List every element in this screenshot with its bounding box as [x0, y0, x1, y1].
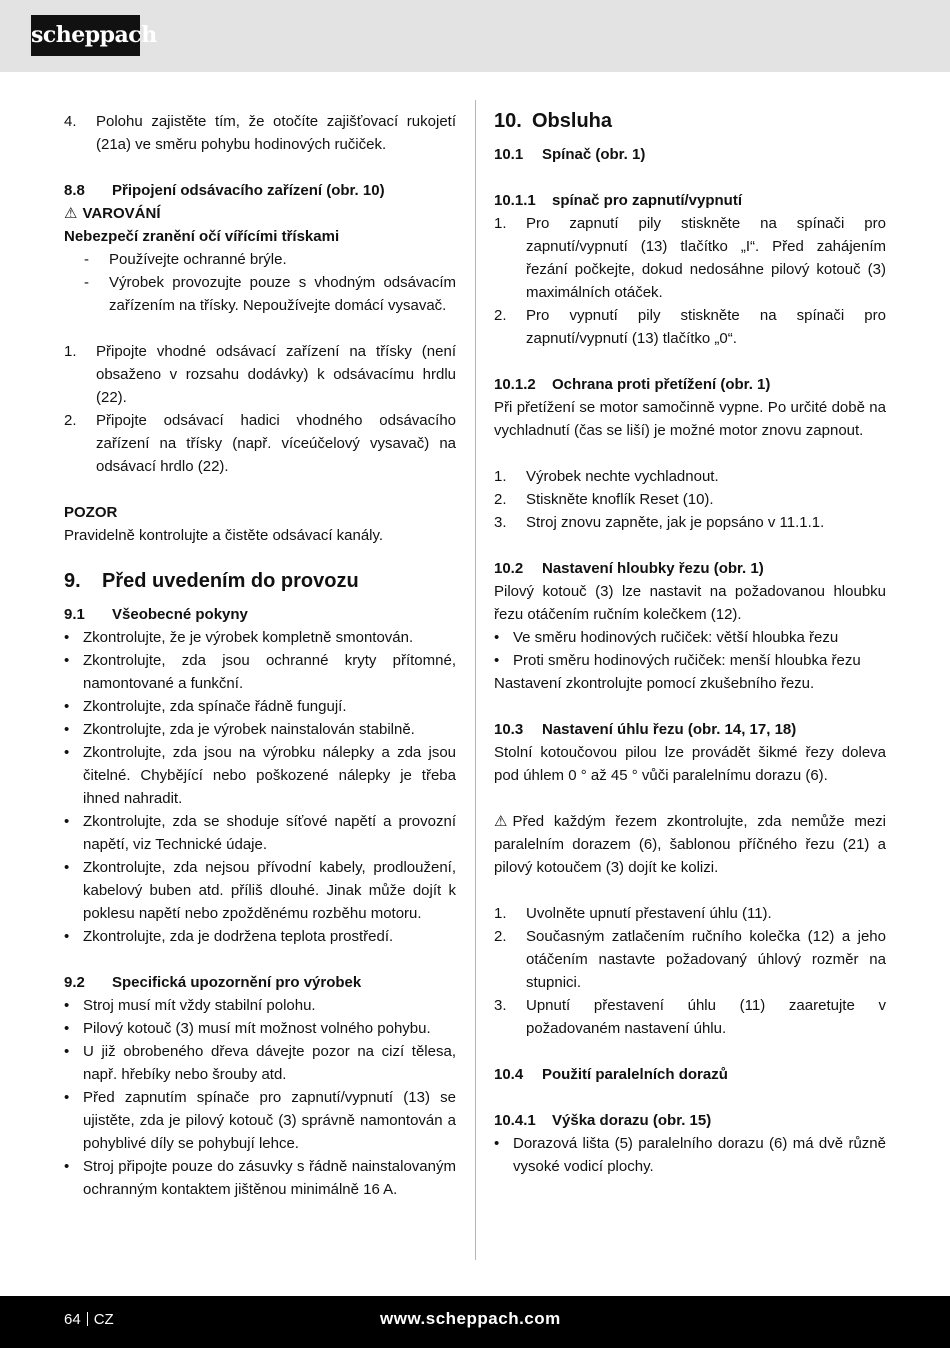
list-item: - Používejte ochranné brýle. — [84, 251, 287, 268]
list-item: 2. Stiskněte knoflík Reset (10). — [494, 491, 714, 508]
footer-bar — [0, 1296, 950, 1348]
list-item: • U již obrobeného dřeva dávejte pozor na cizí tělesa, např. hřebíky nebo šrouby atd. — [64, 1043, 456, 1083]
section-heading-10-1-1: 10.1.1 spínač pro zapnutí/vypnutí — [494, 192, 743, 209]
list-item: 1. Uvolněte upnutí přestavení úhlu (11). — [494, 905, 772, 922]
pozor-heading: POZOR — [64, 504, 118, 521]
list-item: • Stroj připojte pouze do zásuvky s řádně nainstalovaným ochranným kontaktem jištěnou minimálně 16 A. — [64, 1158, 456, 1198]
list-item: - Výrobek provozujte pouze s vhodným odsávacím zařízením na třísky. Nepoužívejte domácí vysavač. — [84, 274, 456, 314]
section-heading-10: 10. Obsluha — [494, 110, 613, 132]
section-heading-10-4: 10.4 Použití paralelních dorazů — [494, 1066, 728, 1083]
scheppach-logo: scheppach — [31, 15, 140, 56]
list-item: • Ve směru hodinových ručiček: větší hloubka řezu — [494, 629, 839, 646]
section-heading-10-2: 10.2 Nastavení hloubky řezu (obr. 1) — [494, 560, 764, 577]
list-item: • Zkontrolujte, že je výrobek kompletně smontován. — [64, 629, 414, 646]
warning-line: Nebezpečí zranění očí vířícími třískami — [64, 228, 340, 245]
warning-triangle-icon: ⚠ — [64, 205, 78, 222]
paragraph: Při přetížení se motor samočinně vypne. Po určité době na vychladnutí (čas se liší) je možné motor znovu zapnout. — [494, 399, 886, 439]
list-item: • Zkontrolujte, zda se shoduje síťové napětí a provozní napětí, viz Technické údaje. — [64, 813, 456, 853]
paragraph: Pilový kotouč (3) lze nastavit na požadovanou hloubku řezu otáčením ručním kolečkem (12). — [494, 583, 886, 623]
right-column — [494, 110, 886, 1178]
list-item: • Dorazová lišta (5) paralelního dorazu (6) má dvě různě vysoké vodicí plochy. — [494, 1135, 886, 1175]
list-item: 4. Polohu zajistěte tím, že otočíte zajišťovací rukojetí (21a) ve směru pohybu hodinových ručiček. — [64, 113, 456, 153]
list-item: 2. Pro vypnutí pily stiskněte na spínači pro zapnutí/vypnutí (13) tlačítko „0“. — [494, 307, 886, 347]
warning-triangle-icon: ⚠ — [494, 813, 508, 830]
pozor-text: Pravidelně kontrolujte a čistěte odsávací kanály. — [64, 527, 384, 544]
list-item: 3. Upnutí přestavení úhlu (11) zaaretujte v požadovaném nastavení úhlu. — [494, 997, 886, 1037]
section-heading-8-8: 8.8 Připojení odsávacího zařízení (obr. 10) — [64, 182, 385, 199]
left-column — [64, 110, 456, 1201]
list-item: • Zkontrolujte, zda jsou ochranné kryty přítomné, namontované a funkční. — [64, 652, 456, 692]
list-item: • Proti směru hodinových ručiček: menší hloubka řezu — [494, 652, 861, 669]
list-item: 3. Stroj znovu zapněte, jak je popsáno v 11.1.1. — [494, 514, 825, 531]
warning-paragraph: ⚠ Před každým řezem zkontrolujte, zda nemůže mezi paralelním dorazem (6), šablonou příčného řezu (21) a pilový kotoučem (3) dojít ke kolizi. — [494, 810, 886, 879]
list-item: • Zkontrolujte, zda jsou na výrobku nálepky a zda jsou čitelné. Chybějící nebo poškozené nálepky je třeba ihned nahradit. — [64, 744, 456, 807]
list-item: • Zkontrolujte, zda spínače řádně fungují. — [64, 698, 347, 715]
list-item: 2. Připojte odsávací hadici vhodného odsávacího zařízení na třísky (např. víceúčelový vysavač) na odsávací hrdlo (22). — [64, 412, 456, 475]
website-url: www.scheppach.com — [380, 1309, 561, 1328]
list-item: • Stroj musí mít vždy stabilní polohu. — [64, 997, 316, 1014]
section-heading-9-2: 9.2 Specifická upozornění pro výrobek — [64, 974, 362, 991]
section-heading-9-1: 9.1 Všeobecné pokyny — [64, 606, 248, 623]
list-item: • Zkontrolujte, zda je dodržena teplota prostředí. — [64, 928, 394, 945]
page-number: 64 CZ — [64, 1311, 114, 1328]
paragraph: Stolní kotoučovou pilou lze provádět šikmé řezy doleva pod úhlem 0 ° až 45 ° vůči paralelnímu dorazu (6). — [494, 744, 886, 784]
list-item: 1. Připojte vhodné odsávací zařízení na třísky (není obsaženo v rozsahu dodávky) k odsávacímu hrdlu (22). — [64, 343, 456, 406]
list-item: 2. Současným zatlačením ručního kolečka (12) a jeho otáčením nastavte požadovaný úhlový rozměr na stupnici. — [494, 928, 886, 991]
column-divider — [475, 100, 476, 1260]
section-heading-9: 9. Před uvedením do provozu — [64, 570, 359, 592]
list-item: • Zkontrolujte, zda nejsou přívodní kabely, prodloužení, kabelový buben atd. příliš dlouhé. Jinak může dojít k poklesu napětí nebo zpožděnému rozběhu motoru. — [64, 859, 456, 922]
section-heading-10-3: 10.3 Nastavení úhlu řezu (obr. 14, 17, 18) — [494, 721, 797, 738]
section-heading-10-1-2: 10.1.2 Ochrana proti přetížení (obr. 1) — [494, 376, 771, 393]
section-heading-10-1: 10.1 Spínač (obr. 1) — [494, 146, 646, 163]
list-item: 1. Pro zapnutí pily stiskněte na spínači pro zapnutí/vypnutí (13) tlačítko „I“. Před zahájením řezání počkejte, dokud nedosáhne pilový kotouč (3) maximálních otáček. — [494, 215, 886, 301]
warning-heading: ⚠ VAROVÁNÍ — [64, 202, 456, 225]
list-item: • Zkontrolujte, zda je výrobek nainstalován stabilně. — [64, 721, 415, 738]
list-item: 1. Výrobek nechte vychladnout. — [494, 468, 719, 485]
paragraph: Nastavení zkontrolujte pomocí zkušebního řezu. — [494, 675, 815, 692]
list-item: • Pilový kotouč (3) musí mít možnost volného pohybu. — [64, 1020, 431, 1037]
header-bar — [0, 0, 950, 72]
section-heading-10-4-1: 10.4.1 Výška dorazu (obr. 15) — [494, 1112, 712, 1129]
list-item: • Před zapnutím spínače pro zapnutí/vypnutí (13) se ujistěte, zda je pilový kotouč (3) správně namontován a pohyblivé díly se pohybují lehce. — [64, 1089, 456, 1152]
